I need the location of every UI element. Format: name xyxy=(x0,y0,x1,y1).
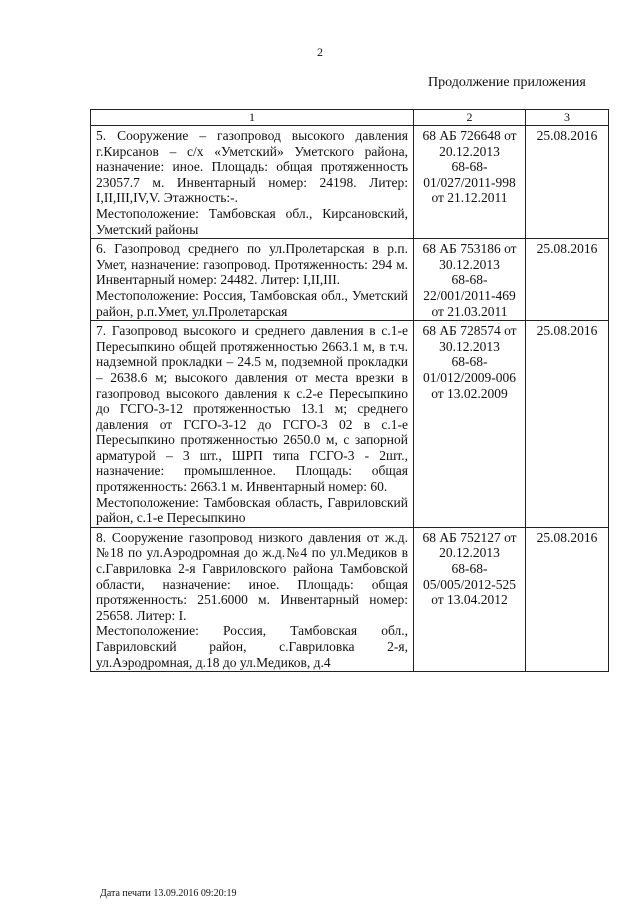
object-description: 7. Газопровод высокого и среднего давления в с.1-е Пересыпкино общей протяженностью 2663.1 м, в т.ч. надземной прокладки – 24.5 м, подземной прокладки – 2638.6 м; высокого давления от места врезки в газопровод высокого давления к с.2-е Пересыпкино до ГСГО-3-12 протяженностью 13.1 м; среднего давления от ГСГО-3-12 до ГСГО-3 02 в с.1-е Пересыпкино протяженностью 2650.0 м, с запорной арматурой – 3 шт., ШРП типа ГСГО-3 - 2шт., назначение: промышленное. Площадь: общая протяженность: 2663.1 м. Инвентарный номер: 60. xyxy=(96,323,408,495)
registration-line: 68-68- xyxy=(451,561,488,577)
object-description-cell xyxy=(91,527,414,671)
object-description-cell xyxy=(91,239,414,321)
registration-line: 01/027/2011-998 xyxy=(423,174,516,190)
object-description: 8. Сооружение газопровод низкого давления от ж.д. №18 по ул.Аэродромная до ж.д.№4 по ул.Медиков в с.Гавриловка 2-я Гавриловского района Тамбовской области, назначение: иное. Площадь: общая протяженность: 251.6000 м. Инвентарный номер: 25658. Литер: I. xyxy=(96,529,408,623)
record-date: 25.08.2016 xyxy=(526,239,609,321)
registration-line: 30.12.2013 xyxy=(439,338,500,354)
registration-line: 68 АБ 752127 от xyxy=(422,529,517,545)
registration-number-cell xyxy=(414,321,526,528)
object-description-cell xyxy=(91,126,414,239)
registration-number-cell xyxy=(414,239,526,321)
object-description-cell xyxy=(91,321,414,528)
registration-number-cell xyxy=(414,126,526,239)
registration-line: 20.12.2013 xyxy=(439,143,500,159)
object-location: Местоположение: Россия, Тамбовская обл., Уметский район, р.п.Умет, ул.Пролетарская xyxy=(96,287,408,319)
registration-line: 20.12.2013 xyxy=(439,545,500,561)
column-header-2: 2 xyxy=(414,110,526,126)
registration-line: 30.12.2013 xyxy=(439,256,500,272)
registration-line: от 21.03.2011 xyxy=(431,303,508,319)
table-row xyxy=(91,126,609,239)
registration-line: 68 АБ 728574 от xyxy=(422,323,517,339)
continuation-label: Продолжение приложения xyxy=(428,75,586,90)
registration-line: 68-68- xyxy=(451,159,488,175)
object-location: Местоположение: Тамбовская область, Гавриловский район, с.1-е Пересыпкино xyxy=(96,494,408,526)
registration-line: 68-68- xyxy=(451,272,488,288)
record-date: 25.08.2016 xyxy=(526,126,609,239)
page-number: 2 xyxy=(317,45,323,59)
table-row xyxy=(91,239,609,321)
registration-number-cell xyxy=(414,527,526,671)
object-location: Местоположение: Россия, Тамбовская обл., Гавриловский район, с.Гавриловка 2-я, ул.Аэродромная, д.18 до ул.Медиков, д.4 xyxy=(96,623,408,670)
column-header-1: 1 xyxy=(91,110,414,126)
object-description: 6. Газопровод среднего по ул.Пролетарская в р.п. Умет, назначение: газопровод. Протяженность: 294 м. Инвентарный номер: 24482. Литер: I,II,III. xyxy=(96,241,408,288)
object-description: 5. Сооружение – газопровод высокого давления г.Кирсанов – с/х «Уметский» Уметского района, назначение: иное. Площадь: общая протяженность 23057.7 м. Инвентарный номер: 24198. Литер: I,II,III,IV,V. Этажность:-. xyxy=(96,128,408,206)
record-date: 25.08.2016 xyxy=(526,527,609,671)
registration-line: 22/001/2011-469 xyxy=(423,287,516,303)
registration-line: 01/012/2009-006 xyxy=(423,369,516,385)
registration-line: от 21.12.2011 xyxy=(431,190,508,206)
registration-line: 68-68- xyxy=(451,354,488,370)
table-row xyxy=(91,527,609,671)
table-header-row xyxy=(91,110,609,126)
object-location: Местоположение: Тамбовская обл., Кирсановский, Уметский районы xyxy=(96,205,408,237)
print-date: Дата печати 13.09.2016 09:20:19 xyxy=(100,888,237,899)
registration-line: 05/005/2012-525 xyxy=(423,576,516,592)
registration-line: от 13.04.2012 xyxy=(431,592,508,608)
registration-line: 68 АБ 726648 от xyxy=(422,128,517,143)
table-row xyxy=(91,321,609,528)
registration-line: 68 АБ 753186 от xyxy=(422,241,517,257)
property-table xyxy=(90,109,609,672)
registration-line: от 13.02.2009 xyxy=(431,385,508,401)
column-header-3: 3 xyxy=(526,110,609,126)
record-date: 25.08.2016 xyxy=(526,321,609,528)
